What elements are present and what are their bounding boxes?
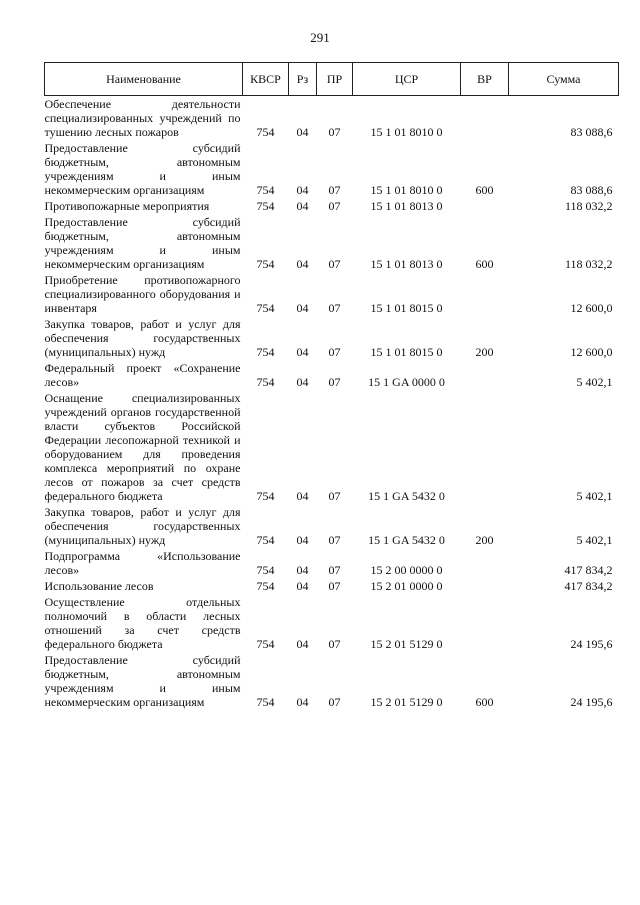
cell-pr: 07 xyxy=(328,533,341,547)
cell-rz: 04 xyxy=(296,563,309,577)
cell-kvsr: 754 xyxy=(256,125,275,139)
cell-sum: 12 600,0 xyxy=(570,301,613,315)
cell-sum: 5 402,1 xyxy=(576,489,613,503)
cell-vr xyxy=(461,198,509,214)
cell-name: Использование лесов xyxy=(44,579,154,593)
cell-pr: 07 xyxy=(328,257,341,271)
table-row xyxy=(45,578,619,594)
cell-csr: 15 1 01 8015 0 xyxy=(370,345,443,359)
cell-pr: 07 xyxy=(328,345,341,359)
cell-csr: 15 2 01 5129 0 xyxy=(370,637,443,651)
cell-kvsr: 754 xyxy=(256,637,275,651)
header-rz: Рз xyxy=(289,63,317,96)
cell-vr: 600 xyxy=(475,695,494,709)
cell-pr: 07 xyxy=(328,125,341,139)
cell-rz: 04 xyxy=(296,183,309,197)
table-row xyxy=(45,214,619,272)
header-vr: ВР xyxy=(461,63,509,96)
cell-vr: 600 xyxy=(475,257,494,271)
cell-csr: 15 1 GA 5432 0 xyxy=(368,533,445,547)
cell-pr: 07 xyxy=(328,375,341,389)
header-sum: Сумма xyxy=(509,63,619,96)
table-row xyxy=(45,548,619,578)
cell-vr xyxy=(461,594,509,652)
header-csr: ЦСР xyxy=(353,63,461,96)
cell-name: Подпрограмма «Использование лесов» xyxy=(44,549,241,577)
cell-pr: 07 xyxy=(328,199,341,213)
cell-rz: 04 xyxy=(296,637,309,651)
cell-csr: 15 1 01 8010 0 xyxy=(370,183,443,197)
cell-kvsr: 754 xyxy=(256,301,275,315)
cell-kvsr: 754 xyxy=(256,375,275,389)
cell-vr xyxy=(461,96,509,141)
table-row xyxy=(45,504,619,548)
cell-sum: 5 402,1 xyxy=(576,375,613,389)
cell-rz: 04 xyxy=(296,257,309,271)
cell-kvsr: 754 xyxy=(256,345,275,359)
cell-vr xyxy=(461,272,509,316)
cell-kvsr: 754 xyxy=(256,183,275,197)
budget-table xyxy=(44,62,619,710)
cell-sum: 83 088,6 xyxy=(570,125,613,139)
cell-csr: 15 2 01 5129 0 xyxy=(370,695,443,709)
page-number: 291 xyxy=(310,30,330,45)
cell-vr xyxy=(461,360,509,390)
cell-kvsr: 754 xyxy=(256,489,275,503)
cell-name: Предоставление субсидий бюджетным, автономным учреждениям и иным некоммерческим организациям xyxy=(44,215,241,271)
cell-rz: 04 xyxy=(296,489,309,503)
cell-vr: 600 xyxy=(475,183,494,197)
cell-kvsr: 754 xyxy=(256,695,275,709)
table-row xyxy=(45,652,619,710)
cell-rz: 04 xyxy=(296,375,309,389)
cell-csr: 15 2 00 0000 0 xyxy=(370,563,443,577)
cell-sum: 118 032,2 xyxy=(564,257,613,271)
cell-vr xyxy=(461,578,509,594)
cell-name: Закупка товаров, работ и услуг для обеспечения государственных (муниципальных) нужд xyxy=(44,317,241,359)
cell-csr: 15 1 GA 5432 0 xyxy=(368,489,445,503)
cell-csr: 15 1 GA 0000 0 xyxy=(368,375,445,389)
table-row xyxy=(45,316,619,360)
table-row xyxy=(45,198,619,214)
cell-pr: 07 xyxy=(328,695,341,709)
cell-name: Обеспечение деятельности специализированных учреждений по тушению лесных пожаров xyxy=(44,97,241,139)
table-row xyxy=(45,594,619,652)
table-row xyxy=(45,272,619,316)
cell-name: Противопожарные мероприятия xyxy=(44,199,210,213)
cell-vr xyxy=(461,548,509,578)
table-row xyxy=(45,390,619,504)
cell-sum: 5 402,1 xyxy=(576,533,613,547)
cell-rz: 04 xyxy=(296,199,309,213)
cell-rz: 04 xyxy=(296,301,309,315)
cell-rz: 04 xyxy=(296,533,309,547)
cell-sum: 12 600,0 xyxy=(570,345,613,359)
cell-vr xyxy=(461,390,509,504)
cell-kvsr: 754 xyxy=(256,533,275,547)
cell-rz: 04 xyxy=(296,345,309,359)
cell-csr: 15 1 01 8013 0 xyxy=(370,257,443,271)
cell-vr: 200 xyxy=(475,345,494,359)
cell-sum: 83 088,6 xyxy=(570,183,613,197)
cell-name: Закупка товаров, работ и услуг для обеспечения государственных (муниципальных) нужд xyxy=(44,505,241,547)
cell-rz: 04 xyxy=(296,125,309,139)
cell-rz: 04 xyxy=(296,579,309,593)
cell-pr: 07 xyxy=(328,637,341,651)
table-row xyxy=(45,360,619,390)
cell-name: Предоставление субсидий бюджетным, автономным учреждениям и иным некоммерческим организациям xyxy=(44,653,241,709)
header-kvsr: КВСР xyxy=(243,63,289,96)
cell-sum: 417 834,2 xyxy=(564,563,613,577)
cell-name: Осуществление отдельных полномочий в области лесных отношений за счет средств федерального бюджета xyxy=(44,595,241,651)
cell-sum: 24 195,6 xyxy=(570,695,613,709)
cell-kvsr: 754 xyxy=(256,579,275,593)
cell-csr: 15 1 01 8010 0 xyxy=(370,125,443,139)
cell-pr: 07 xyxy=(328,183,341,197)
cell-kvsr: 754 xyxy=(256,199,275,213)
table-row xyxy=(45,96,619,141)
cell-pr: 07 xyxy=(328,489,341,503)
cell-pr: 07 xyxy=(328,579,341,593)
cell-sum: 24 195,6 xyxy=(570,637,613,651)
table-row xyxy=(45,140,619,198)
cell-name: Оснащение специализированных учреждений органов государственной власти субъектов Российской Федерации лесопожарной техникой и оборудованием для проведения комплекса мероприятий по охране лесов от пожаров за счет средств федерального бюджета xyxy=(44,391,241,503)
cell-name: Предоставление субсидий бюджетным, автономным учреждениям и иным некоммерческим организациям xyxy=(44,141,241,197)
cell-pr: 07 xyxy=(328,301,341,315)
cell-kvsr: 754 xyxy=(256,257,275,271)
cell-name: Федеральный проект «Сохранение лесов» xyxy=(44,361,241,389)
cell-rz: 04 xyxy=(296,695,309,709)
cell-kvsr: 754 xyxy=(256,563,275,577)
cell-vr: 200 xyxy=(475,533,494,547)
cell-sum: 417 834,2 xyxy=(564,579,613,593)
cell-csr: 15 1 01 8015 0 xyxy=(370,301,443,315)
cell-pr: 07 xyxy=(328,563,341,577)
cell-csr: 15 2 01 0000 0 xyxy=(370,579,443,593)
header-name: Наименование xyxy=(45,63,243,96)
header-pr: ПР xyxy=(317,63,353,96)
cell-sum: 118 032,2 xyxy=(564,199,613,213)
table-header-row xyxy=(45,63,619,96)
cell-name: Приобретение противопожарного специализированного оборудования и инвентаря xyxy=(44,273,241,315)
cell-csr: 15 1 01 8013 0 xyxy=(370,199,443,213)
